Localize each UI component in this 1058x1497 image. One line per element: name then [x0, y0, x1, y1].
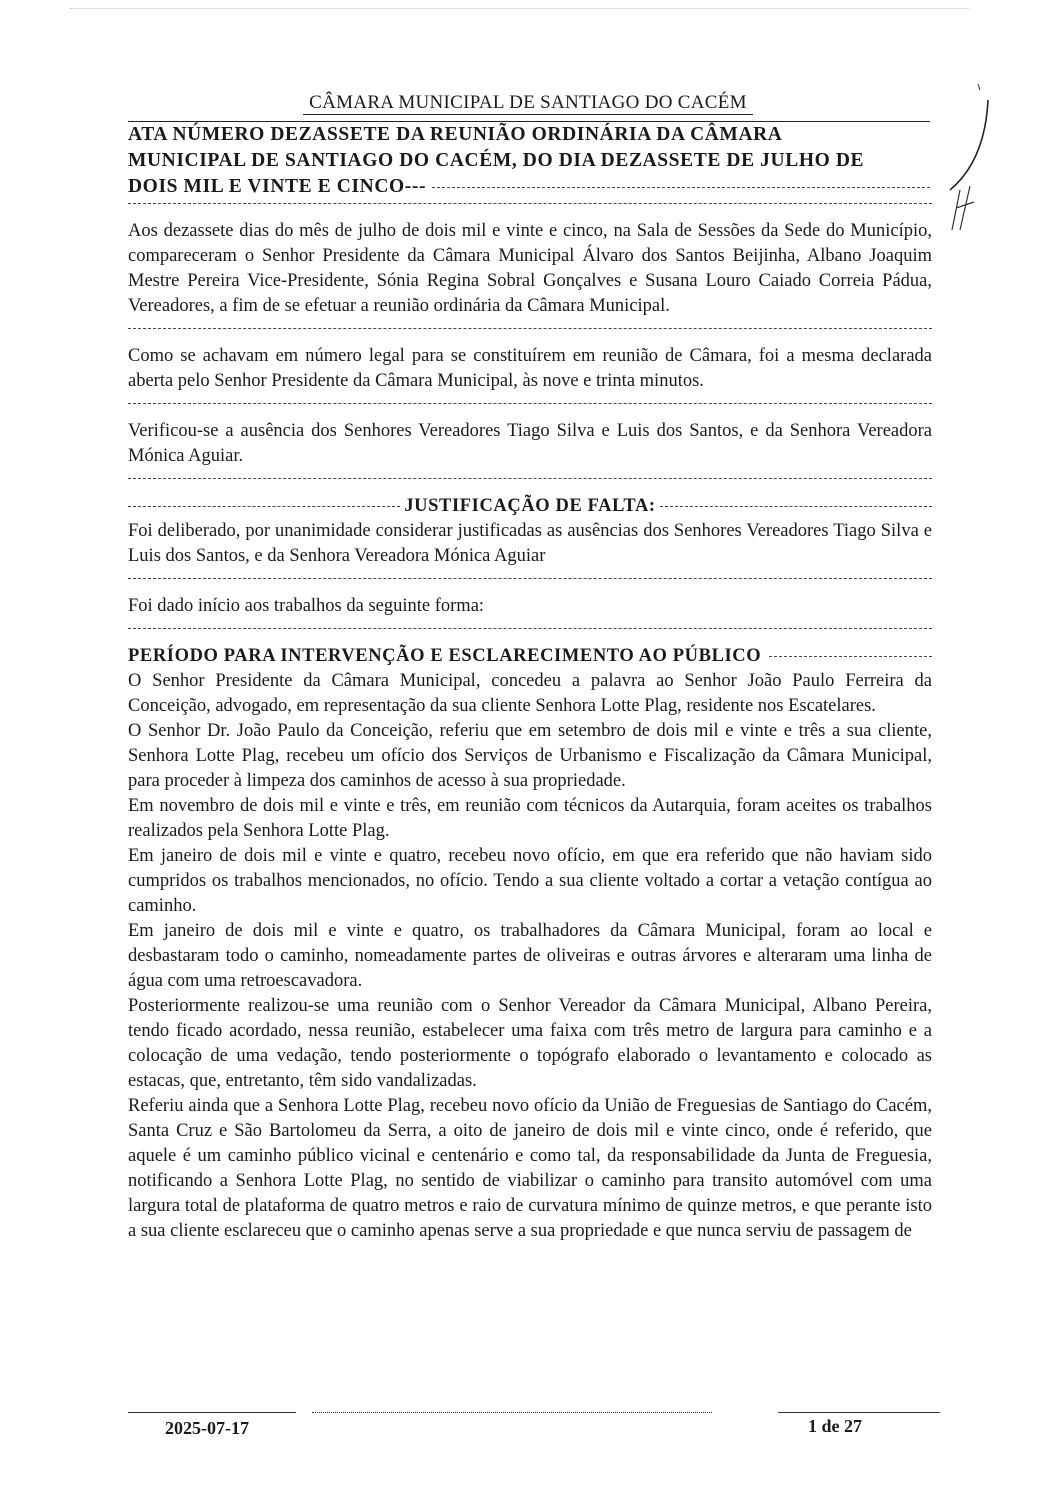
- minutes-title: [128, 121, 930, 200]
- title-line-3: DOIS MIL E VINTE E CINCO---: [128, 176, 427, 197]
- institution-header: [128, 92, 928, 114]
- minutes-body: [128, 197, 932, 1244]
- paragraph-start: Foi dado início aos trabalhos da seguinte forma:: [128, 596, 485, 616]
- paragraph-presence: Aos dezassete dias do mês de julho de dois mil e vinte e cinco, na Sala de Sessões da Sede do Município, compareceram o Senhor Presidente da Câmara Municipal Álvaro dos Santos Beijinha, Albano Joaquim Mestre Pereira Vice-Presidente, Sónia Regina Sobral Gonçalves e Susana Louro Caiado Correia Pádua, Vereadores, a fim de se efetuar a reunião ordinária da Câmara Municipal.: [128, 221, 932, 316]
- footer-page-number: 1 de 27: [808, 1416, 862, 1436]
- public-period-heading: [128, 644, 932, 669]
- paragraph-opening: Como se achavam em número legal para se constituírem em reunião de Câmara, foi a mesma declarada aberta pelo Senhor Presidente da Câmara Municipal, às nove e trinta minutos.: [128, 346, 932, 391]
- paragraph-public-2: O Senhor Dr. João Paulo da Conceição, referiu que em setembro de dois mil e vinte e três a sua cliente, Senhora Lotte Plag, recebeu um ofício dos Serviços de Urbanismo e Fiscalização da Câmara Municipal, para proceder à limpeza dos caminhos de acesso à sua propriedade.: [128, 721, 932, 791]
- paragraph-public-5: Em janeiro de dois mil e vinte e quatro, os trabalhadores da Câmara Municipal, foram ao local e desbastaram todo o caminho, nomeadamente partes de oliveiras e outras árvores e alteraram uma linha de água com uma retroescavadora.: [128, 921, 932, 991]
- signature-mark: [930, 80, 1000, 250]
- paragraph-public-3: Em novembro de dois mil e vinte e três, em reunião com técnicos da Autarquia, foram aceites os trabalhos realizados pela Senhora Lotte Plag.: [128, 796, 932, 841]
- public-period-heading-text: PERÍODO PARA INTERVENÇÃO E ESCLARECIMENTO AO PÚBLICO: [128, 646, 762, 666]
- footer-rule-right: [778, 1412, 940, 1413]
- footer-rule-left: [128, 1412, 296, 1413]
- title-line-1: ATA NÚMERO DEZASSETE DA REUNIÃO ORDINÁRIA DA CÂMARA: [128, 121, 930, 148]
- institution-name: CÂMARA MUNICIPAL DE SANTIAGO DO CACÉM: [303, 92, 753, 115]
- paragraph-public-6: Posteriormente realizou-se uma reunião com o Senhor Vereador da Câmara Municipal, Albano Pereira, tendo ficado acordado, nessa reunião, estabelecer uma faixa com três metro de largura para caminho e a colocação de uma vedação, tendo posteriormente o topógrafo elaborado o levantamento e colocado as estacas, que, entretanto, têm sido vandalizadas.: [128, 996, 932, 1091]
- paragraph-justification: Foi deliberado, por unanimidade considerar justificadas as ausências dos Senhores Vereadores Tiago Silva e Luis dos Santos, e da Senhora Vereadora Mónica Aguiar: [128, 521, 932, 566]
- paragraph-absence: Verificou-se a ausência dos Senhores Vereadores Tiago Silva e Luis dos Santos, e da Senhora Vereadora Mónica Aguiar.: [128, 421, 932, 466]
- justification-heading: [128, 494, 932, 519]
- paragraph-public-4: Em janeiro de dois mil e vinte e quatro, recebeu novo ofício, em que era referido que não haviam sido cumpridos os trabalhos mencionados, no ofício. Tendo a sua cliente voltado a cortar a vetação contígua ao caminho.: [128, 846, 932, 916]
- footer-date: 2025-07-17: [165, 1418, 249, 1438]
- scan-artifact: [70, 0, 970, 9]
- footer-rule-middle: [312, 1412, 712, 1413]
- paragraph-public-1: O Senhor Presidente da Câmara Municipal, concedeu a palavra ao Senhor João Paulo Ferreira da Conceição, advogado, em representação da sua cliente Senhora Lotte Plag, residente nos Escatelares.: [128, 671, 932, 716]
- paragraph-public-7: Referiu ainda que a Senhora Lotte Plag, recebeu novo ofício da União de Freguesias de Santiago do Cacém, Santa Cruz e São Bartolomeu da Serra, a oito de janeiro de dois mil e vinte cinco, onde é referido, que aquele é um caminho público vicinal e centenário e como tal, da responsabilidade da Junta de Freguesia, notificando a Senhora Lotte Plag, no sentido de viabilizar o caminho para transito automóvel com uma largura total de plataforma de quatro metros e raio de curvatura mínimo de quinze metros, e que perante isto a sua cliente esclareceu que o caminho apenas serve a sua propriedade e que nunca serviu de passagem de: [128, 1096, 932, 1241]
- justification-heading-text: JUSTIFICAÇÃO DE FALTA:: [404, 496, 656, 516]
- title-line-2: MUNICIPAL DE SANTIAGO DO CACÉM, DO DIA DEZASSETE DE JULHO DE: [128, 150, 865, 171]
